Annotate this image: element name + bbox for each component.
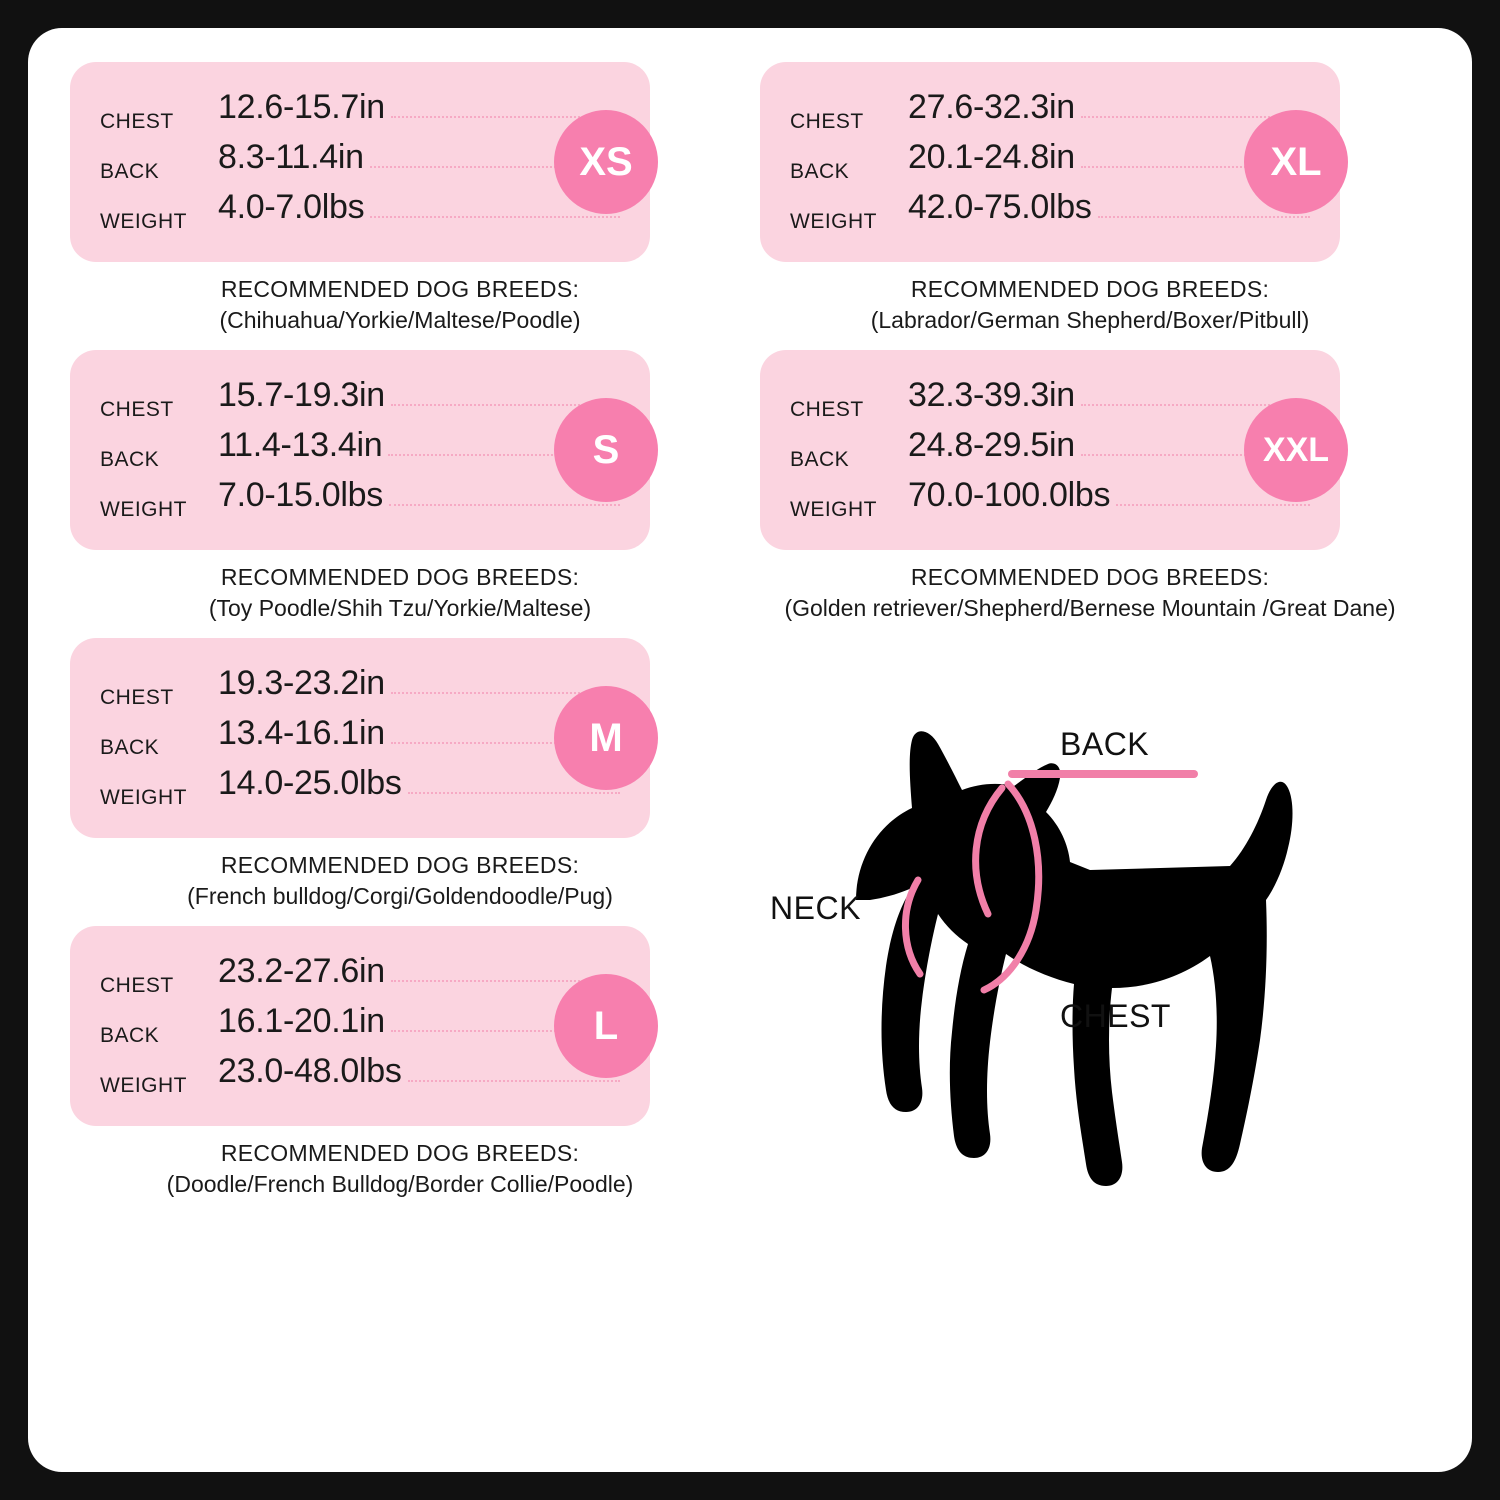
left-column	[70, 62, 738, 1268]
back-measure-label: BACK	[1060, 726, 1150, 763]
back-label: BACK	[100, 160, 160, 183]
chest-label: CHEST	[100, 974, 174, 998]
breeds-block	[70, 274, 730, 336]
breeds-heading: RECOMMENDED DOG BREEDS:	[220, 1140, 580, 1167]
breeds-list: (Doodle/French Bulldog/Border Collie/Poodle)	[166, 1171, 634, 1198]
size-grid	[70, 62, 1430, 1268]
weight-value: 23.0-48.0lbs	[218, 1052, 402, 1091]
breeds-heading: RECOMMENDED DOG BREEDS:	[910, 276, 1270, 302]
back-value: 13.4-16.1in	[218, 714, 385, 753]
size-badge-m: M	[554, 686, 658, 790]
weight-row	[790, 188, 1310, 238]
weight-row	[790, 476, 1310, 526]
chest-measure-label: CHEST	[1060, 998, 1171, 1035]
measurement-panel	[70, 350, 650, 550]
breeds-list: (French bulldog/Corgi/Goldendoodle/Pug)	[187, 883, 613, 910]
dotted-leader	[389, 504, 620, 506]
weight-row	[100, 764, 620, 814]
measurement-panel	[70, 638, 650, 838]
weight-row	[100, 188, 620, 238]
breeds-list: (Labrador/German Shepherd/Boxer/Pitbull)	[870, 307, 1310, 334]
breeds-heading: RECOMMENDED DOG BREEDS:	[910, 564, 1270, 591]
weight-row	[100, 476, 620, 526]
back-value: 11.4-13.4in	[218, 426, 383, 465]
weight-label: WEIGHT	[790, 498, 877, 522]
size-block-s	[70, 350, 738, 624]
dotted-leader	[1098, 216, 1310, 218]
size-block-xxl	[760, 350, 1428, 624]
size-block-xs	[70, 62, 738, 336]
size-badge-xs: XS	[554, 110, 658, 214]
breeds-heading: RECOMMENDED DOG BREEDS:	[220, 852, 580, 879]
chest-value: 15.7-19.3in	[218, 376, 385, 415]
breeds-block	[70, 1138, 730, 1200]
weight-label: WEIGHT	[100, 786, 187, 810]
breeds-list: (Chihuahua/Yorkie/Maltese/Poodle)	[219, 307, 581, 334]
weight-value: 4.0-7.0lbs	[218, 188, 365, 226]
chest-row	[100, 952, 620, 1002]
size-block-xl	[760, 62, 1428, 336]
chest-value: 27.6-32.3in	[908, 88, 1075, 126]
dotted-leader	[408, 1080, 620, 1082]
chest-row	[100, 376, 620, 426]
measurement-panel	[760, 350, 1340, 550]
chest-row	[790, 376, 1310, 426]
weight-label: WEIGHT	[100, 1074, 187, 1098]
breeds-block	[760, 274, 1420, 336]
chest-row	[790, 88, 1310, 138]
back-row	[790, 426, 1310, 476]
breeds-block	[760, 562, 1420, 624]
back-row	[100, 426, 620, 476]
neck-measure-label: NECK	[770, 890, 861, 927]
back-value: 24.8-29.5in	[908, 426, 1075, 465]
breeds-block	[70, 562, 730, 624]
chest-row	[100, 664, 620, 714]
chest-label: CHEST	[790, 110, 864, 133]
back-row	[790, 138, 1310, 188]
back-value: 16.1-20.1in	[218, 1002, 385, 1041]
measurement-panel	[70, 926, 650, 1126]
measurement-panel	[70, 62, 650, 262]
chest-value: 23.2-27.6in	[218, 952, 385, 991]
dotted-leader	[408, 792, 620, 794]
weight-value: 14.0-25.0lbs	[218, 764, 402, 803]
weight-row	[100, 1052, 620, 1102]
measurement-panel	[760, 62, 1340, 262]
measurement-diagram	[760, 648, 1420, 1268]
back-label: BACK	[790, 448, 850, 472]
weight-label: WEIGHT	[100, 210, 187, 233]
back-row	[100, 1002, 620, 1052]
chest-value: 12.6-15.7in	[218, 88, 385, 126]
weight-label: WEIGHT	[790, 210, 877, 233]
weight-value: 42.0-75.0lbs	[908, 188, 1092, 226]
right-column	[760, 62, 1428, 1268]
back-label: BACK	[100, 736, 160, 760]
back-label: BACK	[790, 160, 850, 183]
breeds-list: (Golden retriever/Shepherd/Bernese Mountain /Great Dane)	[784, 595, 1396, 622]
chest-value: 19.3-23.2in	[218, 664, 385, 703]
size-block-l	[70, 926, 738, 1200]
dotted-leader	[1116, 504, 1310, 506]
size-badge-s: S	[554, 398, 658, 502]
back-row	[100, 714, 620, 764]
back-value: 8.3-11.4in	[218, 138, 364, 176]
breeds-heading: RECOMMENDED DOG BREEDS:	[220, 564, 580, 591]
weight-value: 7.0-15.0lbs	[218, 476, 383, 515]
dotted-leader	[370, 216, 620, 218]
weight-value: 70.0-100.0lbs	[908, 476, 1111, 515]
back-value: 20.1-24.8in	[908, 138, 1075, 176]
size-block-m	[70, 638, 738, 912]
back-row	[100, 138, 620, 188]
chest-row	[100, 88, 620, 138]
back-label: BACK	[100, 1024, 160, 1048]
breeds-block	[70, 850, 730, 912]
chest-label: CHEST	[790, 398, 864, 422]
chest-label: CHEST	[100, 686, 174, 710]
weight-label: WEIGHT	[100, 498, 187, 522]
size-badge-xxl: XXL	[1244, 398, 1348, 502]
chest-value: 32.3-39.3in	[908, 376, 1075, 415]
breeds-list: (Toy Poodle/Shih Tzu/Yorkie/Maltese)	[208, 595, 592, 622]
size-chart-card	[28, 28, 1472, 1472]
size-badge-xl: XL	[1244, 110, 1348, 214]
size-badge-l: L	[554, 974, 658, 1078]
back-label: BACK	[100, 448, 160, 472]
chest-label: CHEST	[100, 398, 174, 422]
chest-label: CHEST	[100, 110, 174, 133]
breeds-heading: RECOMMENDED DOG BREEDS:	[220, 276, 580, 302]
